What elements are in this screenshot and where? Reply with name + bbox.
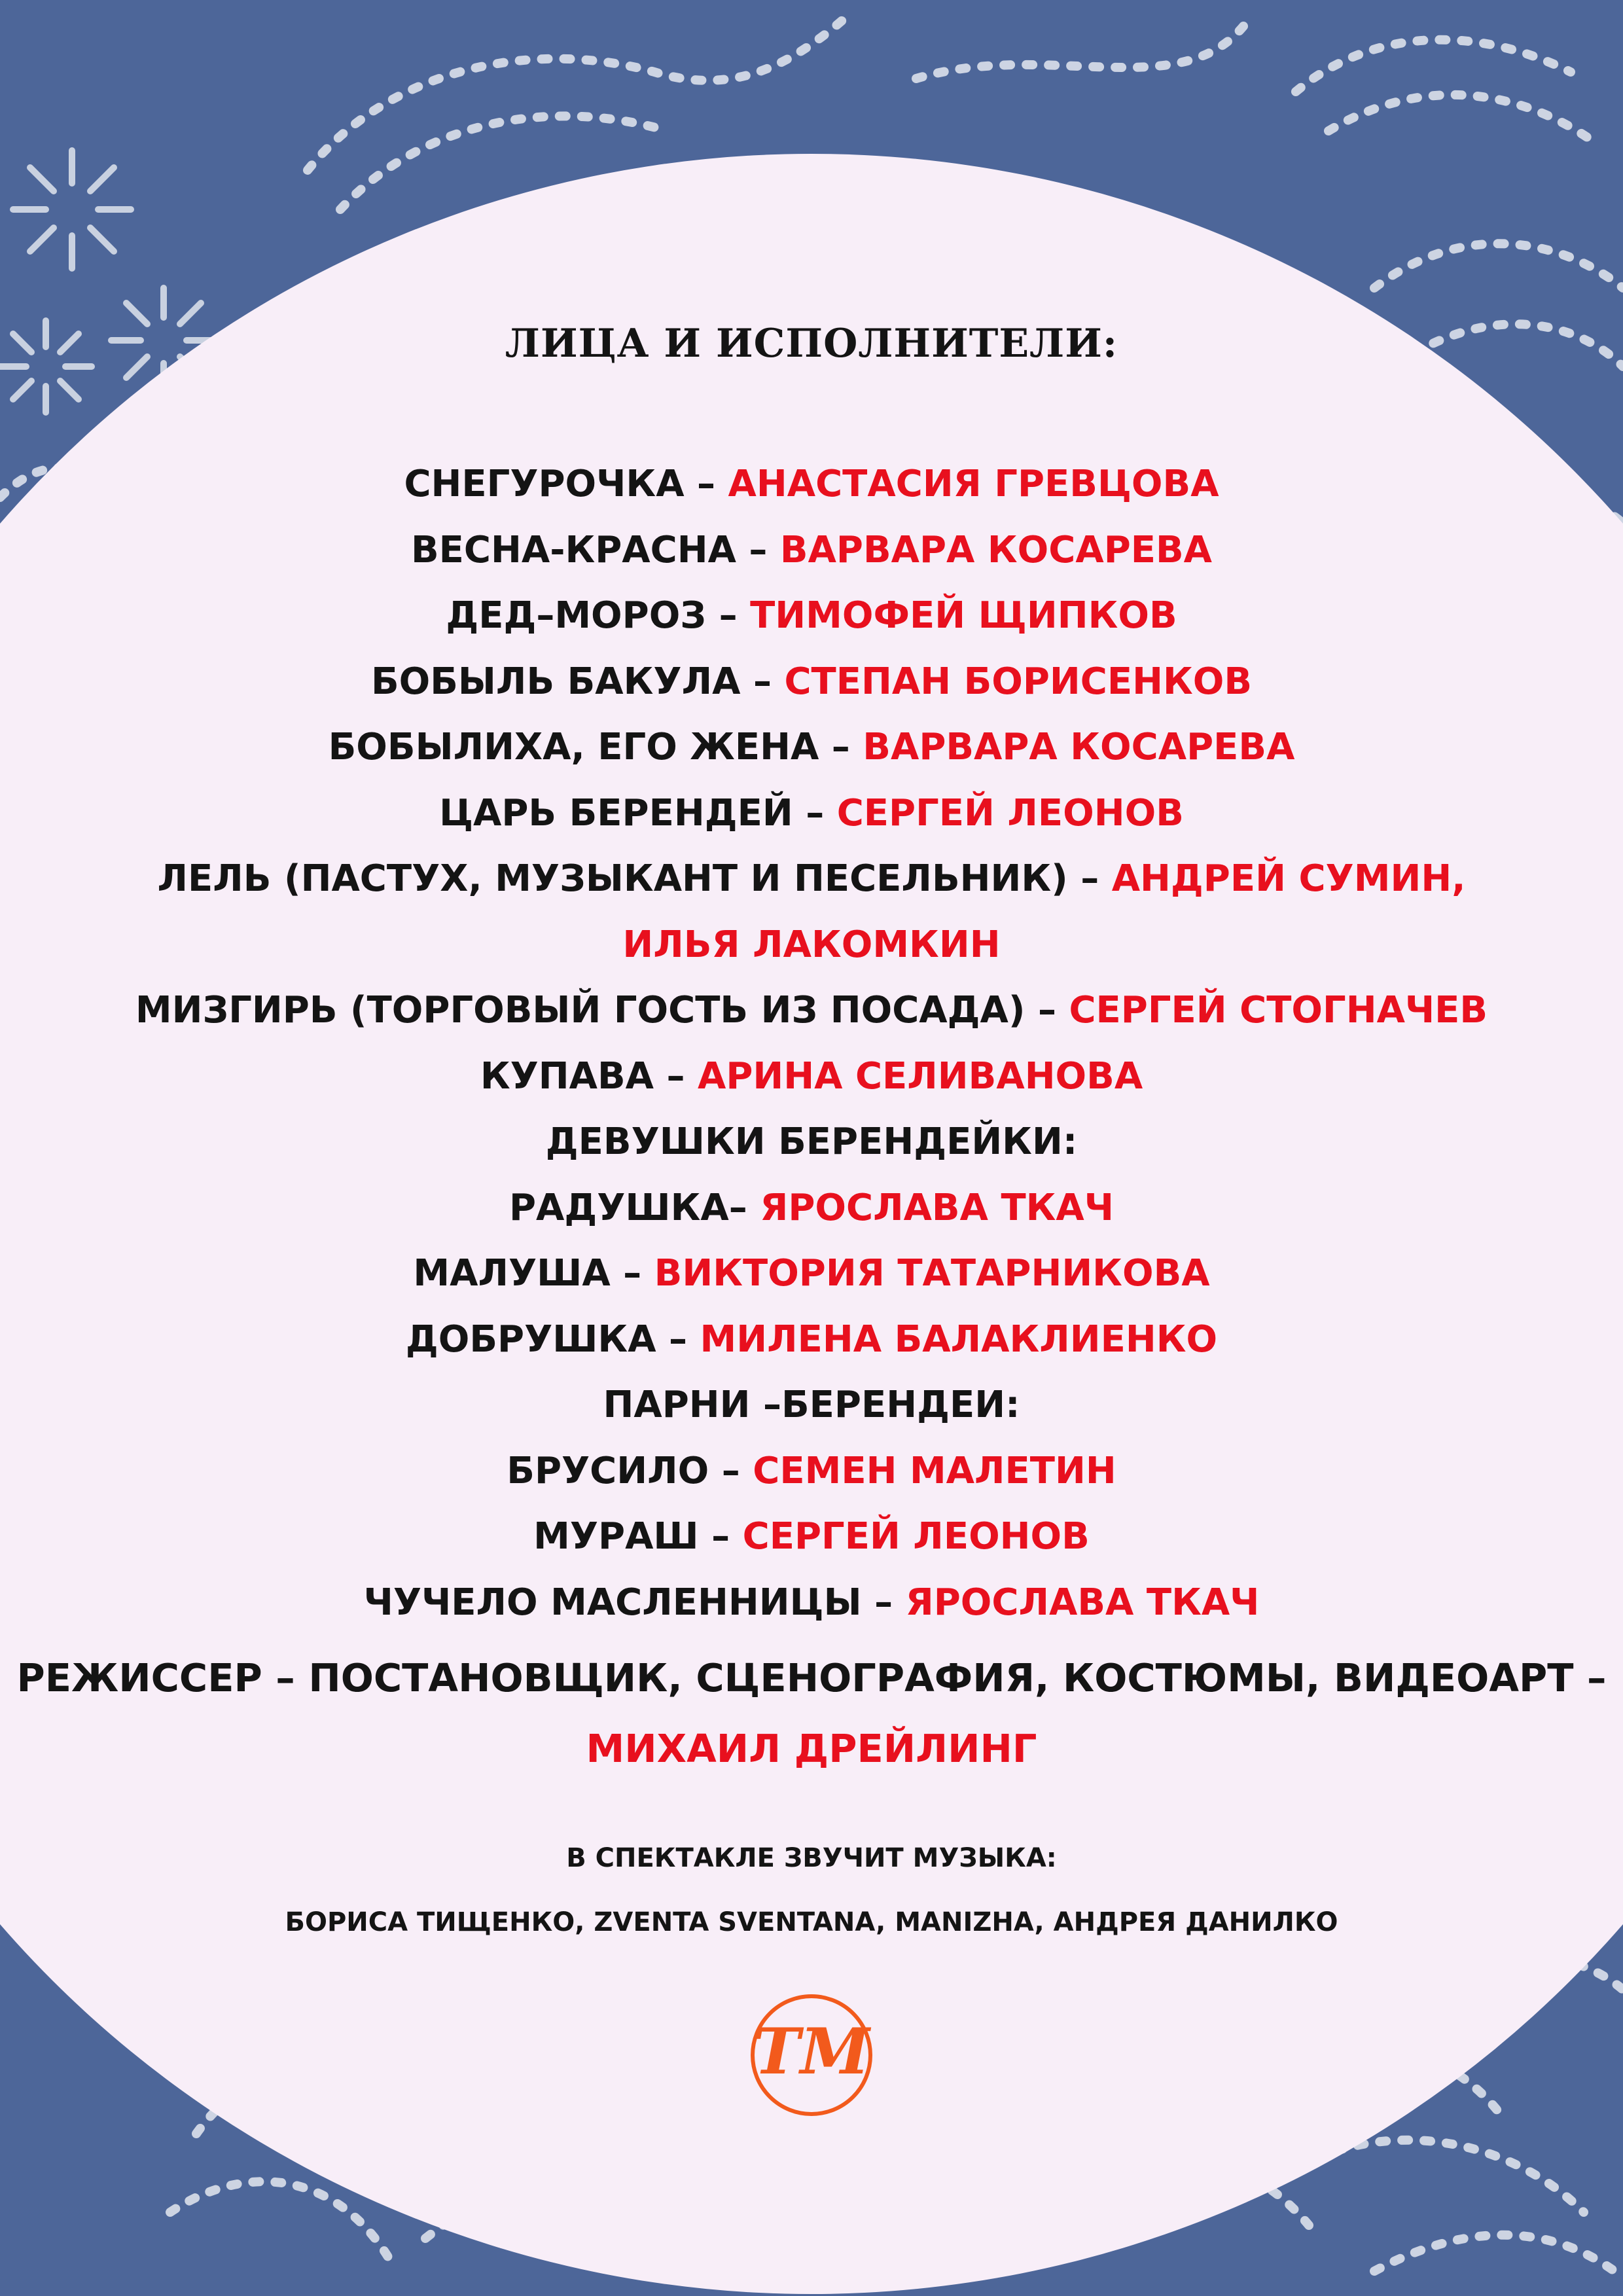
- cast-role: МИЗГИРЬ (ТОРГОВЫЙ ГОСТЬ ИЗ ПОСАДА) –: [135, 989, 1069, 1031]
- cast-line: [105, 1504, 1518, 1570]
- cast-actor: АНДРЕЙ СУМИН,: [1111, 857, 1466, 900]
- cast-role: ДОБРУШКА –: [405, 1318, 700, 1361]
- cast-role: ПАРНИ –БЕРЕНДЕИ:: [603, 1384, 1020, 1426]
- cast-role: ЦАРЬ БЕРЕНДЕЙ –: [439, 791, 837, 834]
- cast-actor: АНАСТАСИЯ ГРЕВЦОВА: [728, 463, 1219, 505]
- cast-actor: ЯРОСЛАВА ТКАЧ: [760, 1186, 1115, 1229]
- cast-actor: ИЛЬЯ ЛАКОМКИН: [622, 923, 1001, 966]
- cast-role: ДЕВУШКИ БЕРЕНДЕЙКИ:: [545, 1121, 1078, 1163]
- cast-actor: МИЛЕНА БАЛАКЛИЕНКО: [700, 1318, 1218, 1361]
- cast-actor: ТИМОФЕЙ ЩИПКОВ: [750, 594, 1177, 637]
- logo-text: ТМ: [753, 2015, 870, 2089]
- cast-role: МУРАШ –: [533, 1515, 743, 1558]
- cast-line: [105, 1044, 1518, 1110]
- cast-role: ДЕД–МОРОЗ –: [446, 594, 751, 637]
- music-composers: БОРИСА ТИЩЕНКО, ZVENTA SVENTANA, MANIZHA, АНДРЕЯ ДАНИЛКО: [285, 1907, 1338, 1937]
- cast-actor: СЕРГЕЙ СТОГНАЧЕВ: [1069, 989, 1488, 1031]
- cast-line: [105, 715, 1518, 781]
- cast-line: [105, 978, 1518, 1044]
- cast-role: ЧУЧЕЛО МАСЛЕННИЦЫ –: [363, 1581, 906, 1624]
- cast-line: [105, 452, 1518, 518]
- cast-line: [105, 912, 1518, 978]
- cast-role: БОБЫЛЬ БАКУЛА –: [370, 660, 785, 703]
- cast-role: ЛЕЛЬ (ПАСТУХ, МУЗЫКАНТ И ПЕСЕЛЬНИК) –: [157, 857, 1112, 900]
- cast-actor: СЕМЕН МАЛЕТИН: [753, 1449, 1116, 1492]
- cast-line: [105, 1109, 1518, 1175]
- page-title: ЛИЦА И ИСПОЛНИТЕЛИ:: [505, 321, 1118, 367]
- cast-role: БРУСИЛО –: [507, 1449, 753, 1492]
- cast-line: [105, 1307, 1518, 1373]
- cast-line: [105, 1570, 1518, 1636]
- cast-line: [105, 1372, 1518, 1439]
- cast-role: БОБЫЛИХА, ЕГО ЖЕНА –: [328, 726, 863, 768]
- director-role: РЕЖИССЕР – ПОСТАНОВЩИК, СЦЕНОГРАФИЯ, КОСТЮМЫ, ВИДЕОАРТ –: [16, 1655, 1607, 1700]
- cast-role: КУПАВА –: [480, 1054, 698, 1098]
- cast-line: [105, 846, 1518, 912]
- director-credit: [0, 1643, 1623, 1784]
- theatre-logo-icon: [746, 1990, 877, 2121]
- cast-line: [105, 649, 1518, 715]
- cast-actor: ВАРВАРА КОСАРЕВА: [779, 528, 1213, 571]
- cast-role: СНЕГУРОЧКА –: [404, 463, 728, 505]
- cast-actor: ВАРВАРА КОСАРЕВА: [863, 726, 1295, 768]
- cast-role: ВЕСНА-КРАСНА –: [410, 528, 780, 571]
- cast-line: [105, 583, 1518, 649]
- cast-actor: СЕРГЕЙ ЛЕОНОВ: [742, 1515, 1090, 1558]
- cast-actor: АРИНА СЕЛИВАНОВА: [697, 1054, 1143, 1098]
- cast-role: МАЛУША –: [413, 1252, 654, 1295]
- cast-actor: ЯРОСЛАВА ТКАЧ: [905, 1581, 1260, 1624]
- cast-actor: ВИКТОРИЯ ТАТАРНИКОВА: [654, 1252, 1210, 1295]
- director-name: МИХАИЛ ДРЕЙЛИНГ: [586, 1726, 1037, 1771]
- cast-actor: СТЕПАН БОРИСЕНКОВ: [784, 660, 1253, 703]
- cast-actor: СЕРГЕЙ ЛЕОНОВ: [836, 791, 1184, 834]
- cast-line: [105, 1241, 1518, 1307]
- cast-line: [105, 1175, 1518, 1242]
- cast-role: РАДУШКА–: [508, 1186, 760, 1229]
- cast-line: [105, 518, 1518, 584]
- cast-list: [105, 452, 1518, 1636]
- cast-line: [105, 781, 1518, 847]
- cast-line: [105, 1439, 1518, 1505]
- music-label: В СПЕКТАКЛЕ ЗВУЧИТ МУЗЫКА:: [566, 1843, 1057, 1873]
- music-credit: [0, 1826, 1623, 1954]
